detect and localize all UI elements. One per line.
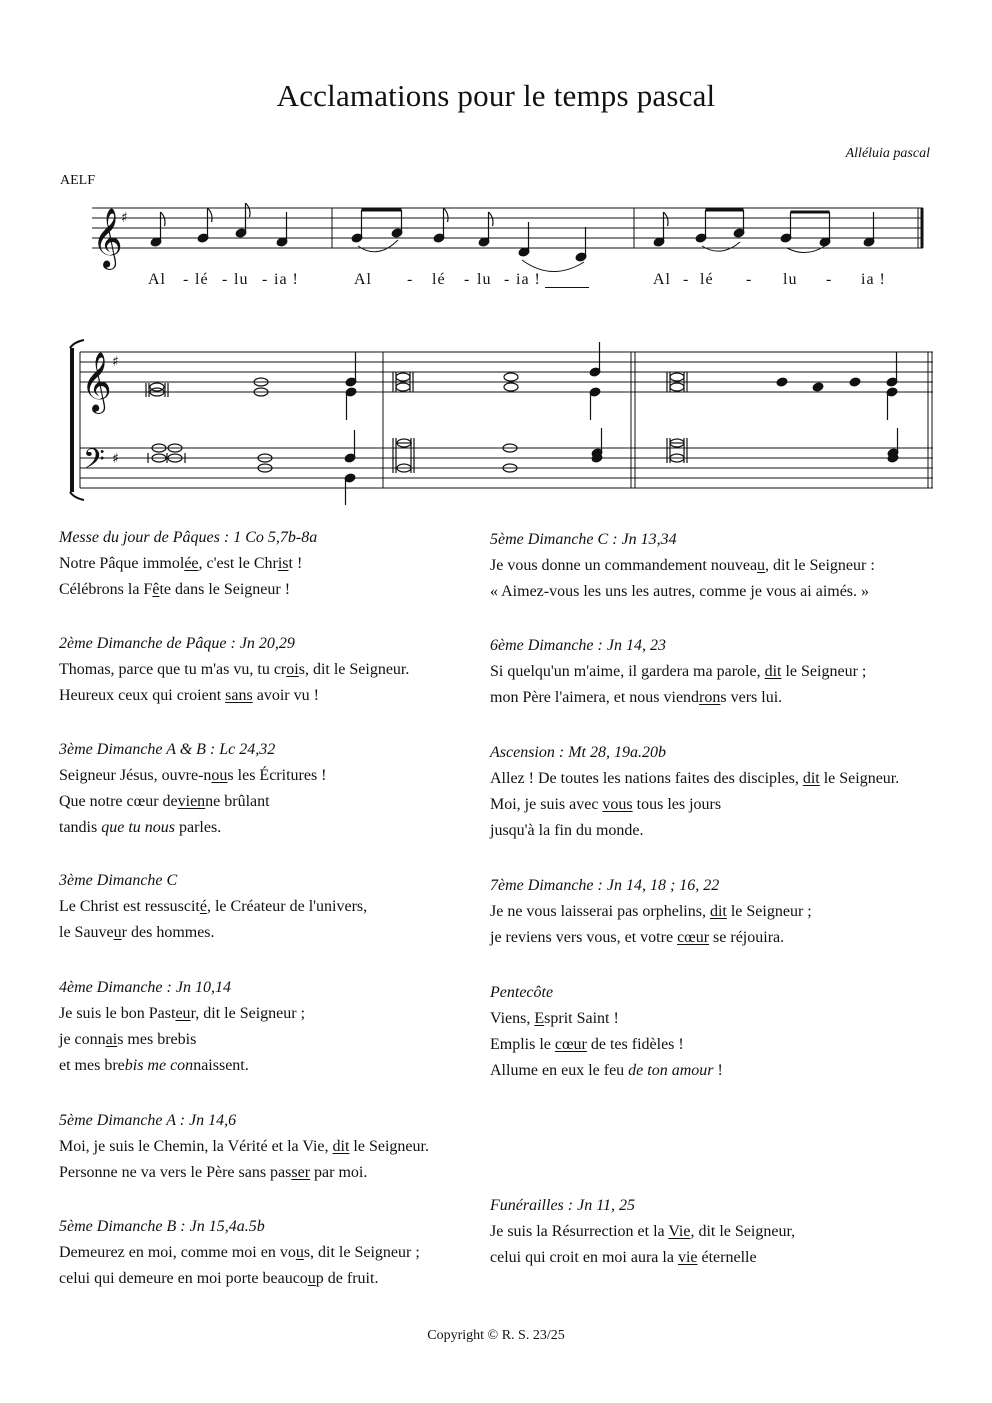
verse-section (59, 1214, 489, 1292)
svg-text:𝄢: 𝄢 (83, 443, 105, 483)
verse-line (490, 1032, 960, 1058)
lyric-syllable: ia ! (516, 271, 541, 288)
verse-reference: 5ème Dimanche B : Jn 15,4a.5b (59, 1218, 265, 1235)
accent-syllable: cœur (554, 1036, 587, 1053)
accent-syllable: u (307, 1270, 316, 1287)
verse-text: celui qui croit en moi aura la (490, 1249, 678, 1266)
verse-reference: 7ème Dimanche : Jn 14, 18 ; 16, 22 (490, 877, 720, 894)
accent-syllable: dit (709, 903, 727, 920)
verse-line (490, 1245, 960, 1271)
verse-text: Allume en eux le feu (490, 1062, 629, 1079)
verse-text: tandis (59, 819, 102, 836)
accent-syllable: vien (177, 793, 206, 810)
verse-text: Je ne vous laisserai pas orphelins, (490, 903, 710, 920)
verse-line (59, 683, 489, 709)
accent-syllable: eu (175, 1005, 191, 1022)
verse-text: p de fruit. (315, 1270, 379, 1287)
verse-section (490, 873, 960, 951)
music-score (0, 0, 992, 520)
verse-line (59, 1266, 489, 1292)
verse-line (490, 1219, 960, 1245)
accent-syllable: u (757, 557, 766, 574)
svg-text:♯: ♯ (112, 451, 119, 467)
verse-line (490, 1006, 960, 1032)
verse-line (59, 1160, 489, 1186)
verse-section (59, 975, 489, 1079)
verse-reference: 5ème Dimanche C : Jn 13,34 (490, 531, 677, 548)
verse-section (490, 527, 960, 605)
verse-text: je conn (59, 1031, 106, 1048)
verse-text: Je vous donne un commandement nouvea (490, 557, 758, 574)
verse-text: je reviens vers vous, et votre (490, 929, 678, 946)
verse-section (59, 737, 489, 841)
accent-syllable: ou (211, 767, 228, 784)
verse-line (59, 1240, 489, 1266)
accent-syllable: ée (184, 555, 199, 572)
verse-text: s, dit le Seigneur. (298, 661, 410, 678)
verse-reference: Messe du jour de Pâques : 1 Co 5,7b-8a (59, 529, 318, 546)
verse-text: r, dit le Seigneur ; (190, 1005, 306, 1022)
verse-text: s les Écritures ! (227, 767, 327, 784)
verse-reference: Pentecôte (490, 984, 554, 1001)
verse-text: ! (713, 1062, 723, 1079)
verse-text: Personne ne va vers le Père sans pas (59, 1164, 292, 1181)
accent-syllable: vie (677, 1249, 698, 1266)
verse-text: parles. (175, 819, 222, 836)
verse-line (490, 1058, 960, 1084)
verse-section (59, 631, 489, 709)
accent-syllable: Vie (668, 1223, 691, 1240)
verse-text: Moi, je suis le Chemin, la Vérité et la Vie, (59, 1138, 333, 1155)
verse-line (490, 685, 960, 711)
lyric-hyphen: - (407, 271, 414, 288)
lyric-syllable: lé (432, 271, 446, 288)
lyric-hyphen: - (222, 271, 229, 288)
verse-text: Viens, (490, 1010, 535, 1027)
verse-section (490, 740, 960, 844)
verse-text: Notre Pâque immol (59, 555, 185, 572)
verse-text: le Seigneur ; (781, 663, 867, 680)
subtitle: Alléluia pascal (845, 146, 930, 161)
verse-section (490, 1193, 960, 1271)
verse-text: « Aimez-vous les uns les autres, comme je vous ai aimés. » (490, 583, 870, 600)
accent-syllable: vous (602, 796, 633, 813)
verse-line (59, 894, 489, 920)
verse-text: le Seigneur. (819, 770, 900, 787)
accent-syllable: sans (225, 687, 253, 704)
verse-text: éternelle (697, 1249, 757, 1266)
verse-text: le Seigneur ; (726, 903, 812, 920)
verse-reference: 4ème Dimanche : Jn 10,14 (59, 979, 231, 996)
verse-text: Seigneur Jésus, ouvre-n (59, 767, 212, 784)
verse-text: Si quelqu'un m'aime, il gardera ma parole, (490, 663, 765, 680)
accent-syllable: dit (332, 1138, 350, 1155)
accent-syllable: u (295, 1244, 304, 1261)
verse-text: jusqu'à la fin du monde. (490, 822, 644, 839)
lyric-hyphen: - (464, 271, 471, 288)
verse-line (59, 1027, 489, 1053)
svg-text:♯: ♯ (121, 210, 128, 226)
accent-syllable: dit (802, 770, 820, 787)
lyric-syllable: ia ! (861, 271, 886, 288)
verse-line (490, 659, 960, 685)
sung-text: bis me con (124, 1057, 194, 1074)
verse-text: sprit Saint ! (544, 1010, 619, 1027)
verse-reference: Ascension : Mt 28, 19a.20b (490, 744, 666, 761)
lyric-hyphen: - (683, 271, 690, 288)
verse-text: Le Christ est ressuscit (59, 898, 200, 915)
verse-section (59, 1108, 489, 1186)
accent-syllable: is (277, 555, 289, 572)
verse-text: , c'est le Chr (198, 555, 278, 572)
accent-syllable: ron (699, 689, 721, 706)
verse-reference: 3ème Dimanche C (59, 872, 178, 889)
verse-text: se réjouira. (709, 929, 785, 946)
melisma-line (545, 287, 589, 288)
accent-syllable: E (534, 1010, 545, 1027)
verse-line (490, 925, 960, 951)
verse-reference: 2ème Dimanche de Pâque : Jn 20,29 (59, 635, 295, 652)
verse-section (490, 633, 960, 711)
verse-line (490, 579, 960, 605)
lyric-hyphen: - (262, 271, 269, 288)
accent-syllable: ser (291, 1164, 311, 1181)
lyric-syllable: lu (477, 271, 492, 288)
lyric-syllable: ia ! (274, 271, 299, 288)
verse-section (490, 980, 960, 1084)
verse-reference: Funérailles : Jn 11, 25 (490, 1197, 636, 1214)
verse-line (59, 657, 489, 683)
verse-line (59, 1053, 489, 1079)
verse-text: naissent. (193, 1057, 249, 1074)
verse-text: Heureux ceux qui croient (59, 687, 226, 704)
lyric-hyphen: - (504, 271, 511, 288)
source-label: AELF (60, 173, 95, 188)
verse-text: t ! (288, 555, 303, 572)
verse-line (59, 577, 489, 603)
lyric-syllable: lé (195, 271, 209, 288)
verse-line (490, 899, 960, 925)
verse-text: et mes bre (59, 1057, 125, 1074)
verse-line (490, 766, 960, 792)
accent-syllable: u (113, 924, 122, 941)
lyric-syllable: Al (148, 271, 166, 288)
verse-text: Que notre cœur de (59, 793, 178, 810)
lyric-hyphen: - (183, 271, 190, 288)
verse-reference: 5ème Dimanche A : Jn 14,6 (59, 1112, 237, 1129)
verse-text: Célébrons la F (59, 581, 153, 598)
verse-reference: 6ème Dimanche : Jn 14, 23 (490, 637, 666, 654)
verse-text: de tes fidèles ! (586, 1036, 684, 1053)
verse-text: te dans le Seigneur ! (159, 581, 291, 598)
accent-syllable: ai (105, 1031, 118, 1048)
verse-text: par moi. (310, 1164, 368, 1181)
verse-text: ne brûlant (205, 793, 270, 810)
lyric-hyphen: - (826, 271, 833, 288)
verse-text: avoir vu ! (252, 687, 319, 704)
accent-syllable: dit (764, 663, 782, 680)
verse-line (59, 1001, 489, 1027)
svg-text:𝄞: 𝄞 (81, 352, 112, 412)
lyric-hyphen: - (746, 271, 753, 288)
verse-line (59, 763, 489, 789)
verse-text: , le Créateur de l'univers, (206, 898, 368, 915)
verse-line (59, 1134, 489, 1160)
verse-text: s vers lui. (720, 689, 783, 706)
verse-section (59, 868, 489, 946)
verse-line (490, 553, 960, 579)
verse-text: mon Père l'aimera, et nous viend (490, 689, 700, 706)
verse-text: s, dit le Seigneur ; (303, 1244, 420, 1261)
verse-text: Emplis le (490, 1036, 555, 1053)
verse-line (59, 815, 489, 841)
lyric-syllable: lu (234, 271, 249, 288)
verse-line (59, 551, 489, 577)
sung-text: que tu nous (101, 819, 175, 836)
accent-syllable: é (199, 898, 207, 915)
verse-text: Demeurez en moi, comme moi en vo (59, 1244, 296, 1261)
accent-syllable: cœur (677, 929, 710, 946)
verse-line (59, 920, 489, 946)
verse-text: Je suis la Résurrection et la (490, 1223, 669, 1240)
verse-text: s mes brebis (117, 1031, 197, 1048)
copyright-footer: Copyright © R. S. 23/25 (427, 1328, 565, 1343)
page-title: Acclamations pour le temps pascal (276, 78, 716, 113)
verse-line (490, 792, 960, 818)
verse-reference: 3ème Dimanche A & B : Lc 24,32 (59, 741, 276, 758)
accent-syllable: ê (152, 581, 160, 598)
svg-text:♯: ♯ (112, 354, 119, 370)
verse-line (490, 818, 960, 844)
verse-text: Je suis le bon Past (59, 1005, 176, 1022)
sung-text: de ton amour (628, 1062, 714, 1079)
verse-text: celui qui demeure en moi porte beauco (59, 1270, 308, 1287)
lyric-syllable: lé (700, 271, 714, 288)
lyric-syllable: Al (653, 271, 671, 288)
accent-syllable: oi (286, 661, 299, 678)
verse-text: , dit le Seigneur : (765, 557, 875, 574)
verse-text: le Sauve (59, 924, 114, 941)
verse-section (59, 525, 489, 603)
lyric-syllable: Al (354, 271, 372, 288)
verse-text: r des hommes. (121, 924, 215, 941)
verse-text: le Seigneur. (349, 1138, 429, 1155)
verse-text: tous les jours (632, 796, 722, 813)
verse-text: , dit le Seigneur, (690, 1223, 796, 1240)
verse-line (59, 789, 489, 815)
lyric-syllable: lu (783, 271, 798, 288)
verse-text: Allez ! De toutes les nations faites des disciples, (490, 770, 803, 787)
verse-text: Thomas, parce que tu m'as vu, tu cr (59, 661, 287, 678)
verse-text: Moi, je suis avec (490, 796, 603, 813)
svg-text:𝄞: 𝄞 (92, 208, 123, 268)
